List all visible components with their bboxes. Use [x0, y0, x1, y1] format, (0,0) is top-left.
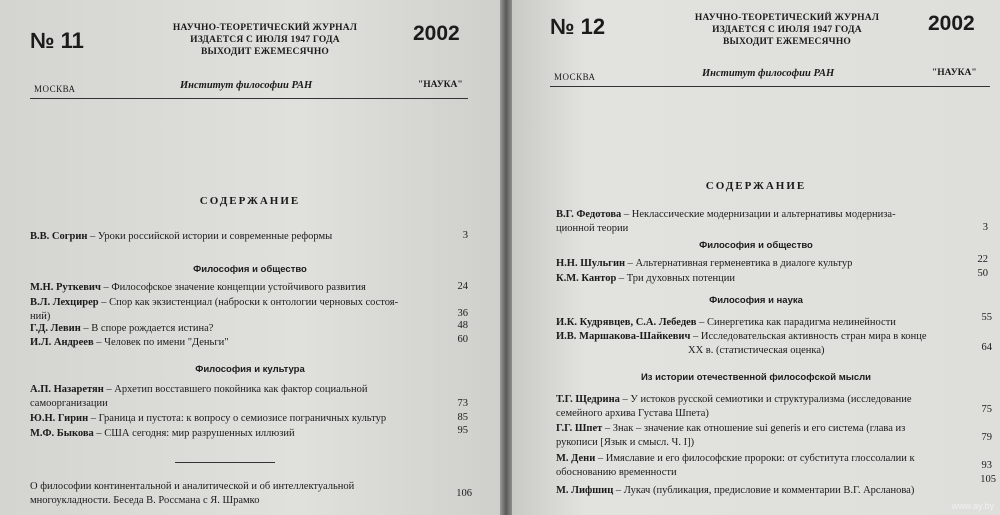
institute: Институт философии РАН: [702, 68, 835, 79]
issue-year: 2002: [413, 22, 460, 45]
toc-entry: М.Ф. Быкова – США сегодня: мир разрушенных иллюзий: [30, 428, 295, 439]
toc-entry: И.Л. Андреев – Человек по имени "Деньги": [30, 337, 229, 348]
header-rule: [550, 86, 990, 87]
page-number: 75: [981, 404, 992, 415]
masthead-line: ВЫХОДИТ ЕЖЕМЕСЯЧНО: [200, 47, 330, 57]
section-heading: Философия и наука: [709, 295, 803, 306]
section-heading: Из истории отечественной философской мысли: [640, 372, 872, 383]
publisher: "НАУКА": [418, 80, 463, 90]
page-number: 50: [977, 268, 988, 279]
issue-number: № 12: [550, 14, 606, 39]
section-rule: [175, 462, 275, 463]
page-number: 24: [457, 281, 468, 292]
page-number: 3: [982, 222, 988, 233]
masthead: [150, 22, 380, 58]
page-issue-12: [512, 0, 1000, 515]
masthead-line: НАУЧНО-ТЕОРЕТИЧЕСКИЙ ЖУРНАЛ: [172, 23, 358, 33]
city: МОСКВА: [34, 84, 76, 94]
page-number: 60: [457, 334, 468, 345]
contents-title: СОДЕРЖАНИЕ: [199, 195, 301, 207]
toc-entry: Г.Д. Левин – В споре рождается истина?: [30, 323, 214, 334]
toc-entry: И.К. Кудрявцев, С.А. Лебедев – Синергетика как парадигма нелинейности: [556, 317, 896, 328]
toc-entry: К.М. Кантор – Три духовных потенции: [556, 273, 735, 284]
page-number: 48: [457, 320, 468, 331]
city: МОСКВА: [554, 72, 596, 82]
page-number: 105: [980, 474, 996, 485]
page-number: 22: [977, 254, 988, 265]
toc-entry: Ю.Н. Гирин – Граница и пустота: к вопросу о семиозисе пограничных культур: [30, 413, 387, 424]
watermark: www.ay.by: [951, 501, 994, 511]
page-number: 106: [456, 488, 472, 499]
contents-title: СОДЕРЖАНИЕ: [705, 180, 807, 192]
page-number: 3: [462, 230, 468, 241]
issue-year: 2002: [928, 12, 975, 35]
toc-entry: М. Дени – Имяславие и его философские пророки: от субститута глоссолалии к обоснованию временности: [556, 453, 915, 478]
page-number: 95: [457, 425, 468, 436]
page-number: 73: [457, 398, 468, 409]
masthead-line: ИЗДАЕТСЯ С ИЮЛЯ 1947 ГОДА: [190, 35, 340, 45]
institute: Институт философии РАН: [180, 80, 313, 91]
toc-entry: М.Н. Руткевич – Философское значение концепции устойчивого развития: [30, 282, 366, 293]
header-rule: [30, 98, 468, 99]
toc-entry: М. Лифшиц – Лукач (публикация, предисловие и комментарии В.Г. Арсланова): [556, 485, 915, 496]
toc-entry: А.П. Назаретян – Архетип восставшего покойника как фактор социальной самоорганизации: [30, 384, 368, 409]
masthead: [672, 12, 902, 48]
toc-entry: Н.Н. Шульгин – Альтернативная герменевтика в диалоге культур: [556, 258, 853, 269]
toc-entry: Т.Г. Щедрина – У истоков русской семиотики и структурализма (исследование семейного архива Густава Шпета): [556, 394, 912, 419]
page-number: 93: [981, 460, 992, 471]
toc-entry: О философии континентальной и аналитической и об интеллектуальной многоукладности. Беседа В. Россмана с Я. Шрамко: [30, 481, 355, 506]
publisher: "НАУКА": [932, 68, 977, 78]
section-heading: Философия и общество: [699, 240, 813, 251]
masthead-line: ВЫХОДИТ ЕЖЕМЕСЯЧНО: [722, 37, 852, 47]
section-heading: Философия и культура: [195, 364, 305, 375]
book-gutter: [500, 0, 512, 515]
page-number: 36: [457, 308, 468, 319]
page-number: 79: [981, 432, 992, 443]
toc-entry: В.В. Согрин – Уроки российской истории и современные реформы: [30, 231, 333, 242]
section-heading: Философия и общество: [193, 264, 307, 275]
masthead-line: НАУЧНО-ТЕОРЕТИЧЕСКИЙ ЖУРНАЛ: [694, 13, 880, 23]
masthead-line: ИЗДАЕТСЯ С ИЮЛЯ 1947 ГОДА: [712, 25, 862, 35]
toc-entry: В.Л. Лехцирер – Спор как экзистенциал (наброски к онтологии черновых состоя- ний): [30, 297, 399, 322]
page-number: 55: [981, 312, 992, 323]
toc-entry: В.Г. Федотова – Неклассические модернизации и альтернативы модерниза- ционной теории: [556, 209, 896, 234]
issue-number: № 11: [30, 28, 84, 53]
page-number: 64: [981, 342, 992, 353]
toc-entry: И.В. Маршакова-Шайкевич – Исследовательская активность стран мира в конце XX в. (статистическая оценка): [556, 331, 927, 356]
toc-entry: Г.Г. Шпет – Знак – значение как отношение sui generis и его система (глава из рукописи [Язык и смысл. Ч. I]): [556, 423, 906, 448]
page-number: 85: [457, 412, 468, 423]
